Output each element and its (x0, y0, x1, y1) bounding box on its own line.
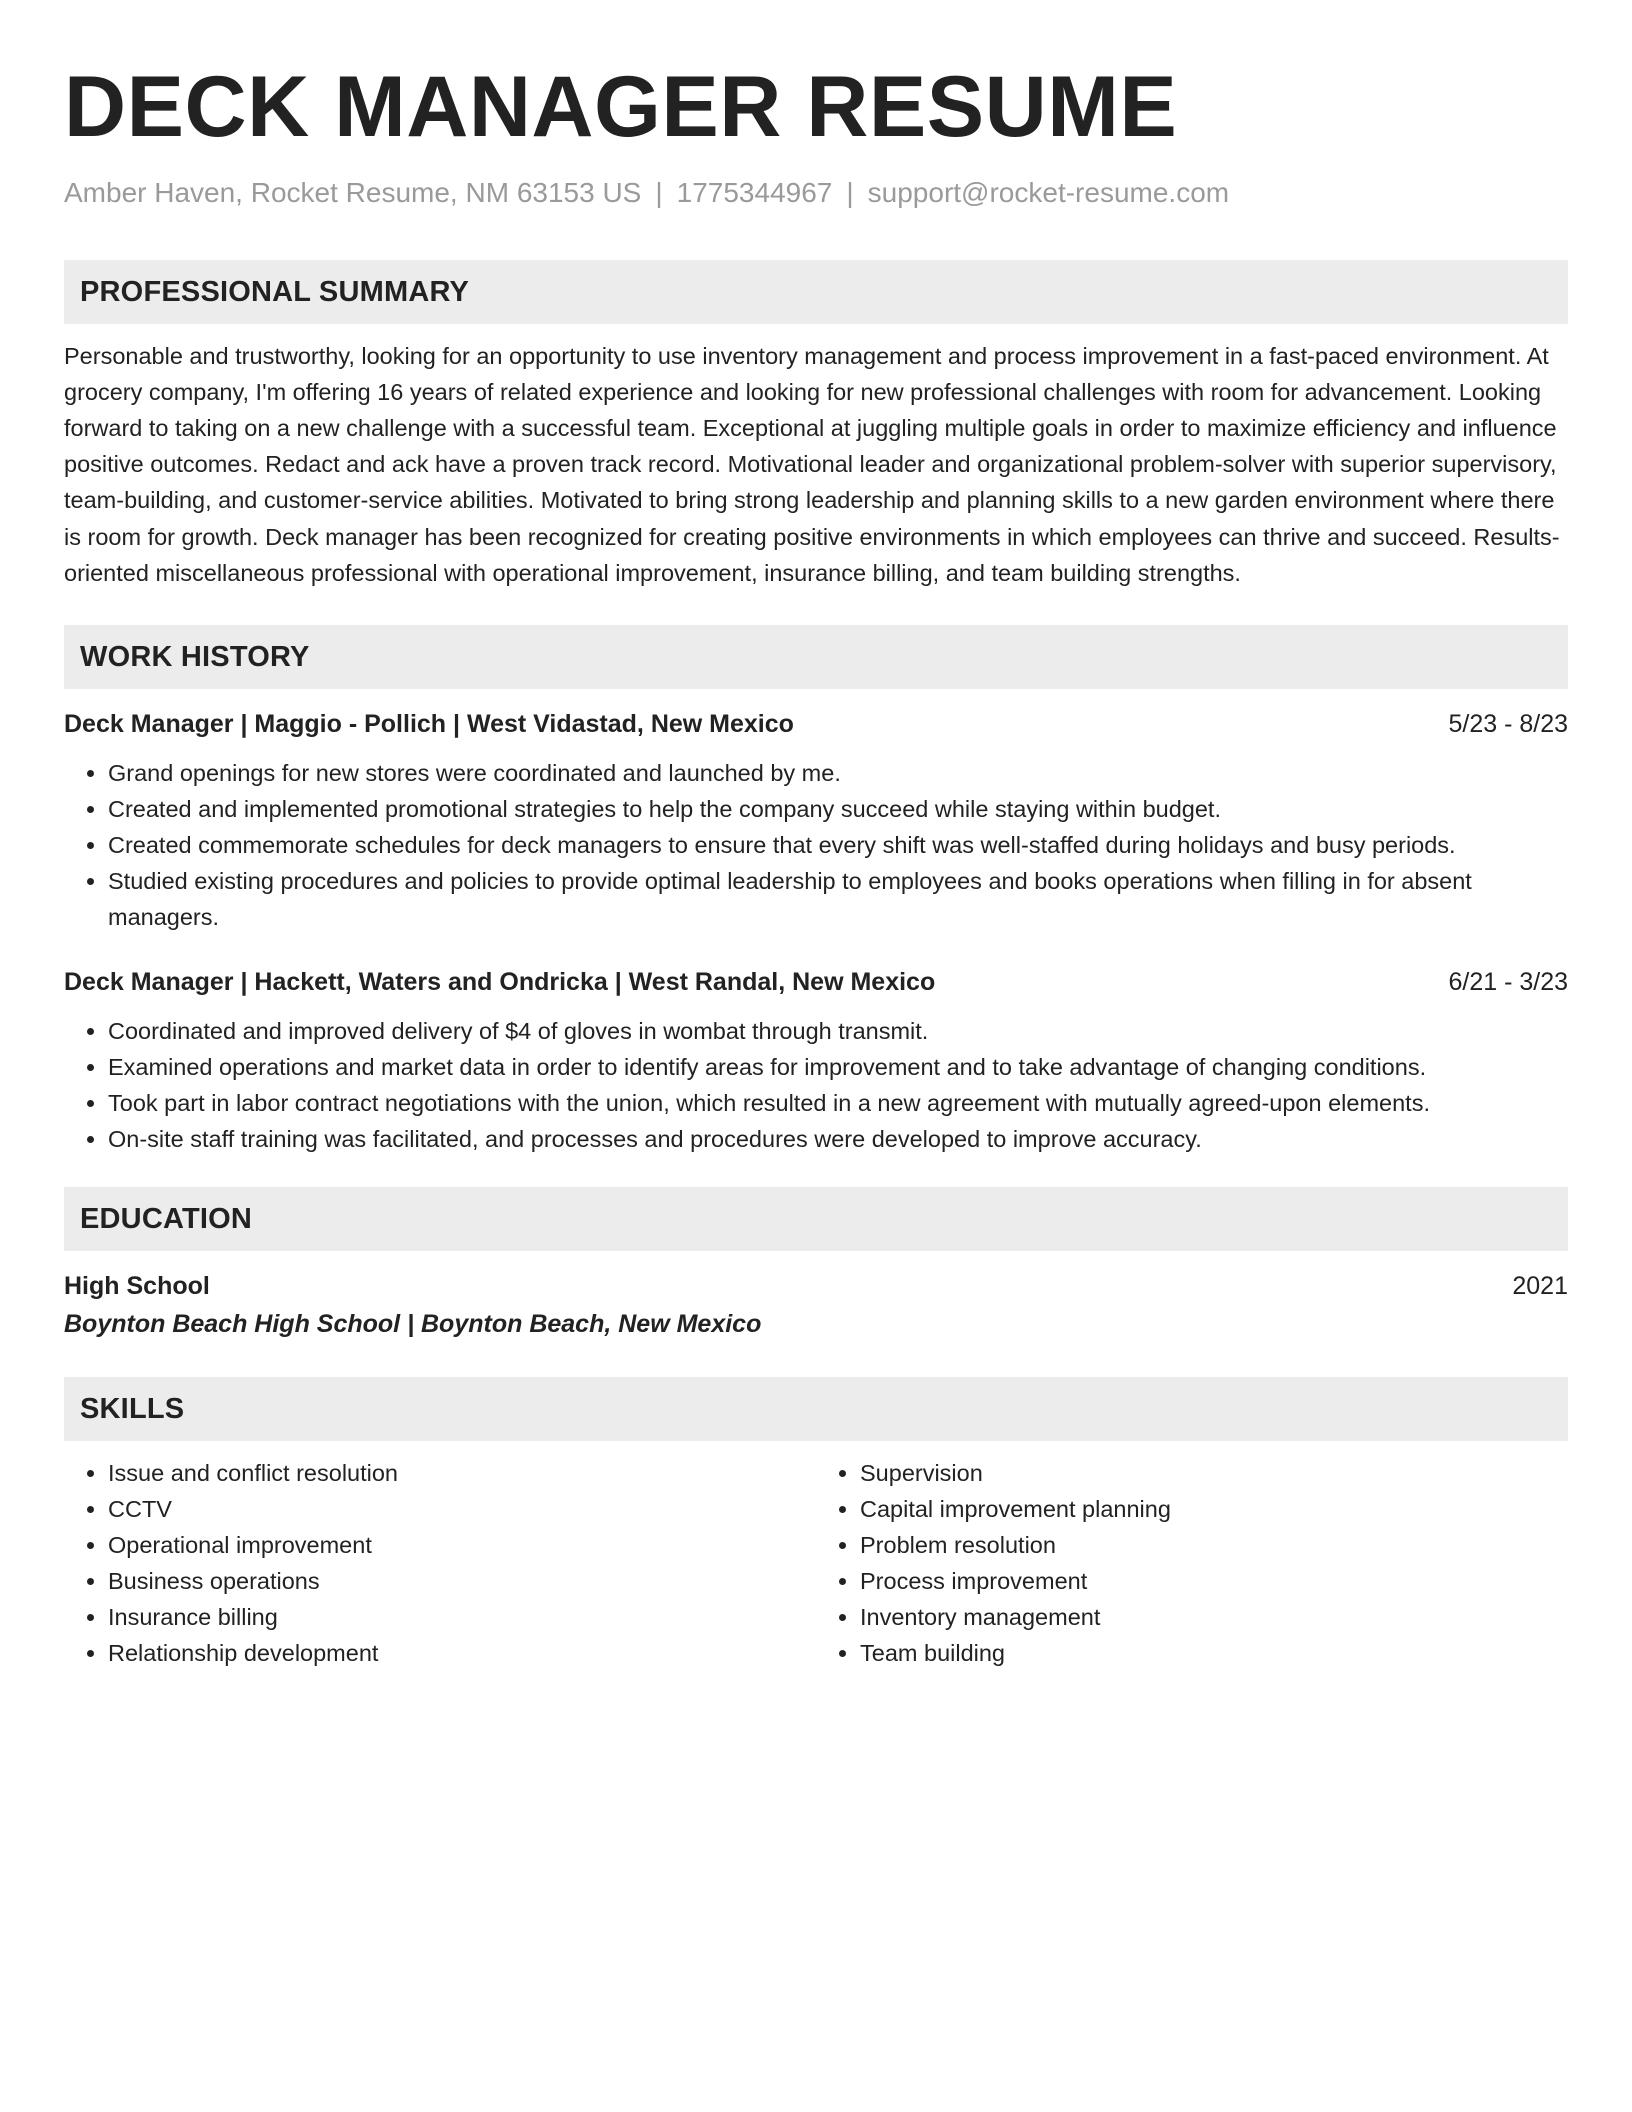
skill-item: • Supervision (860, 1455, 1568, 1491)
skill-item: • Team building (860, 1635, 1568, 1671)
job-header (64, 707, 1568, 741)
job-dates: 5/23 - 8/23 (1448, 710, 1568, 739)
skill-item: • Insurance billing (108, 1599, 816, 1635)
contact-address: Amber Haven, Rocket Resume, NM 63153 US (64, 177, 642, 208)
skill-item: • Relationship development (108, 1635, 816, 1671)
skill-item: • Capital improvement planning (860, 1491, 1568, 1527)
job-bullet: • Took part in labor contract negotiations with the union, which resulted in a new agreement with mutually agreed-upon elements. (108, 1085, 1568, 1121)
skills-column-left (64, 1455, 816, 1671)
job-entry (64, 965, 1568, 1157)
skills-list (64, 1455, 1568, 1671)
job-bullet: • Examined operations and market data in order to identify areas for improvement and to take advantage of changing conditions. (108, 1049, 1568, 1085)
work-history-heading: WORK HISTORY (64, 625, 1568, 689)
summary-heading: PROFESSIONAL SUMMARY (64, 260, 1568, 324)
education-heading: EDUCATION (64, 1187, 1568, 1251)
skill-item: • Business operations (108, 1563, 816, 1599)
education-entry (64, 1267, 1568, 1343)
skill-item: • Operational improvement (108, 1527, 816, 1563)
contact-email: support@rocket-resume.com (867, 177, 1230, 208)
skill-item: • Problem resolution (860, 1527, 1568, 1563)
resume-title: DECK MANAGER RESUME (64, 59, 1178, 155)
contact-phone: 1775344967 (676, 177, 833, 208)
education-school: Boynton Beach High School | Boynton Beach, New Mexico (64, 1310, 762, 1339)
summary-text: Personable and trustworthy, looking for an opportunity to use inventory management and process improvement in a fast-paced environment. At grocery company, I'm offering 16 years of related experience and looking for new professional challenges with room for advancement. Looking forward to taking on a new challenge with a successful team. Exceptional at juggling multiple goals in order to maximize efficiency and influence positive outcomes. Redact and ack have a proven track record. Motivational leader and organizational problem-solver with superior supervisory, team-building, and customer-service abilities. Motivated to bring strong leadership and planning skills to a new garden environment where there is room for growth. Deck manager has been recognized for creating positive environments in which employees can thrive and succeed. Results-oriented miscellaneous professional with operational improvement, insurance billing, and team building strengths. (64, 342, 1560, 586)
education-header (64, 1267, 1568, 1305)
job-bullet: • Created and implemented promotional strategies to help the company succeed while staying within budget. (108, 791, 1568, 827)
job-title: Deck Manager | Hackett, Waters and Ondricka | West Randal, New Mexico (64, 968, 936, 997)
skill-item: • Issue and conflict resolution (108, 1455, 816, 1491)
job-bullets (64, 755, 1568, 935)
job-bullet: • Grand openings for new stores were coordinated and launched by me. (108, 755, 1568, 791)
skill-item: • CCTV (108, 1491, 816, 1527)
contact-separator: | (846, 177, 854, 208)
job-bullet: • On-site staff training was facilitated, and processes and procedures were developed to improve accuracy. (108, 1121, 1568, 1157)
education-degree: High School (64, 1272, 210, 1301)
skills-column-right (816, 1455, 1568, 1671)
contact-line (64, 176, 1568, 210)
job-bullet: • Studied existing procedures and policies to provide optimal leadership to employees and books operations when filling in for absent managers. (108, 863, 1568, 935)
job-bullet: • Coordinated and improved delivery of $4 of gloves in wombat through transmit. (108, 1013, 1568, 1049)
education-year: 2021 (1512, 1272, 1568, 1301)
contact-separator: | (655, 177, 663, 208)
job-entry (64, 707, 1568, 935)
skill-item: • Inventory management (860, 1599, 1568, 1635)
skills-heading: SKILLS (64, 1377, 1568, 1441)
job-header (64, 965, 1568, 999)
job-bullet: • Created commemorate schedules for deck managers to ensure that every shift was well-staffed during holidays and busy periods. (108, 827, 1568, 863)
job-bullets (64, 1013, 1568, 1157)
skill-item: • Process improvement (860, 1563, 1568, 1599)
job-dates: 6/21 - 3/23 (1448, 968, 1568, 997)
job-title: Deck Manager | Maggio - Pollich | West Vidastad, New Mexico (64, 710, 794, 739)
